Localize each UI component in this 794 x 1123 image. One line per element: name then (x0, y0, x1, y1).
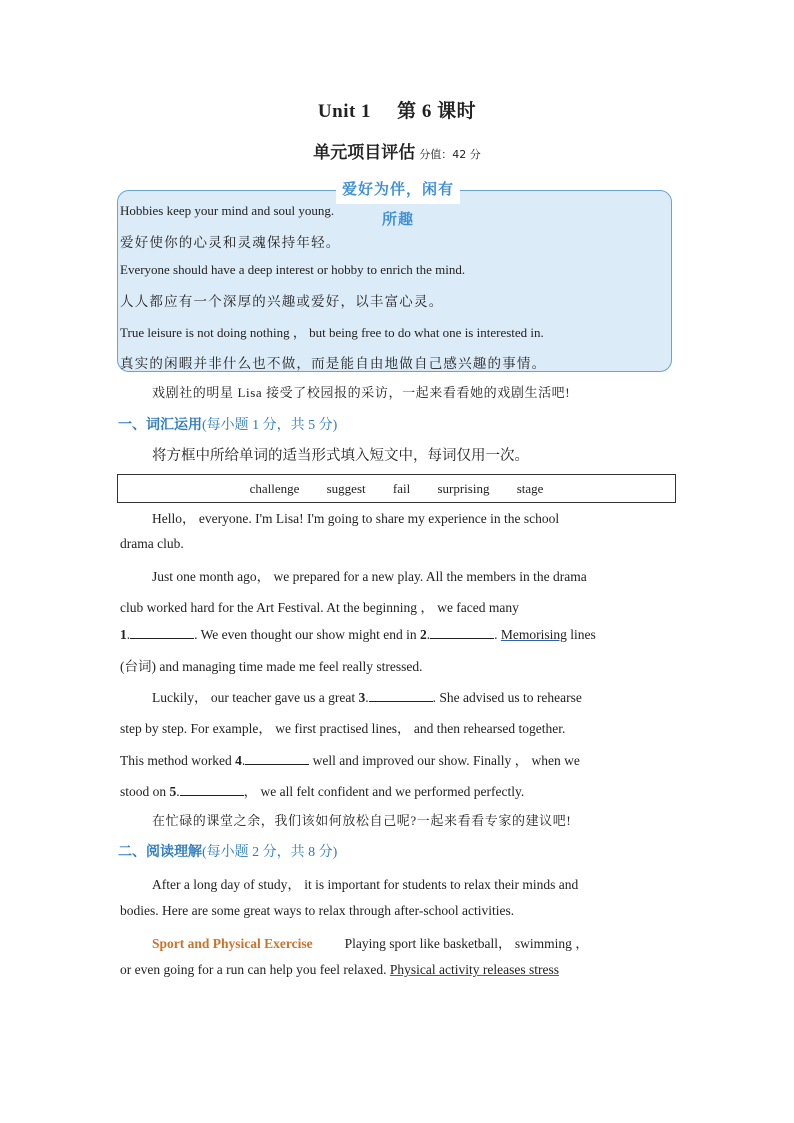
passage1-line: This method worked 4. well and improved our show. Finally ， when we (120, 753, 580, 768)
blank-number: 2 (420, 627, 427, 642)
subtitle-text: 单元项目评估 (313, 143, 416, 163)
blank-number: 5 (169, 784, 177, 799)
intro-text-1: 戏剧社的明星 Lisa 接受了校园报的采访，一起来看看她的戏剧生活吧! (152, 385, 571, 400)
blank-number: 4 (235, 753, 242, 768)
passage1-line: (台词) and managing time made me feel really stressed. (120, 659, 423, 674)
answer-blank-2[interactable] (430, 626, 494, 639)
section-heading-text: 二、阅读理解 (118, 844, 202, 860)
vocab-instruction: 将方框中所给单词的适当形式填入短文中，每词仅用一次。 (152, 448, 529, 464)
passage1-line: Just one month ago， we prepared for a new play. All the members in the drama (152, 569, 587, 584)
section-heading-vocab (118, 414, 337, 434)
section-points: (每小题 2 分，共 8 分) (202, 845, 338, 860)
word-bank-item: surprising (437, 481, 490, 496)
quote-line-cn-2: 人人都应有一个深厚的兴趣或爱好，以丰富心灵。 (120, 294, 444, 309)
passage-subtitle: Sport and Physical Exercise (152, 936, 313, 951)
answer-blank-5[interactable] (180, 783, 244, 796)
passage1-line: step by step. For example， we first practised lines， and then rehearsed together. (120, 721, 566, 736)
quote-line-en-3: True leisure is not doing nothing ， but being free to do what one is interested in. (120, 325, 544, 340)
lesson-label: 第 6 课时 (397, 101, 477, 122)
answer-blank-3[interactable] (369, 689, 433, 702)
page-title (0, 96, 794, 123)
passage1-line: stood on 5. ， we all felt confident and we performed perfectly. (120, 784, 525, 799)
page-subtitle (0, 138, 794, 163)
passage1-line: club worked hard for the Art Festival. At the beginning ， we faced many (120, 600, 519, 615)
passage2-line: or even going for a run can help you feel relaxed. Physical activity releases stress (120, 962, 559, 977)
blank-number: 3 (358, 690, 366, 705)
word-bank-item: stage (516, 481, 544, 496)
quote-line-en-2: Everyone should have a deep interest or hobby to enrich the mind. (120, 262, 466, 277)
answer-blank-4[interactable] (245, 752, 309, 765)
unit-label: Unit 1 (317, 101, 372, 122)
blank-number: 1 (120, 627, 127, 642)
word-bank-item: fail (392, 481, 411, 496)
passage2-line: bodies. Here are some great ways to relax through after-school activities. (120, 903, 515, 918)
quote-box-title: 爱好为伴，闲有所趣 (336, 174, 460, 204)
answer-blank-1[interactable] (130, 626, 194, 639)
intro-text-2: 在忙碌的课堂之余，我们该如何放松自己呢?一起来看看专家的建议吧! (152, 813, 572, 828)
score-label: 分值：42 分 (419, 148, 481, 161)
underlined-word: Memorising (500, 627, 567, 642)
passage1-line: drama club. (120, 536, 184, 551)
quote-line-cn-1: 爱好使你的心灵和灵魂保持年轻。 (120, 235, 341, 250)
word-bank-item: challenge (249, 481, 300, 496)
word-bank-box (117, 474, 676, 503)
passage1-line: Luckily， our teacher gave us a great 3. . She advised us to rehearse (152, 690, 582, 705)
passage1-line: 1. . We even thought our show might end in 2. . Memorising lines (120, 627, 596, 642)
passage2-line: After a long day of study， it is important for students to relax their minds and (152, 877, 579, 892)
passage1-line: Hello， everyone. I'm Lisa! I'm going to share my experience in the school (152, 511, 560, 526)
section-points: (每小题 1 分，共 5 分) (202, 418, 338, 433)
quote-line-cn-3: 真实的闲暇并非什么也不做，而是能自由地做自己感兴趣的事情。 (120, 356, 547, 371)
quote-line-en-1: Hobbies keep your mind and soul young. (120, 203, 335, 218)
word-bank-item: suggest (326, 481, 366, 496)
passage2-line: Sport and Physical Exercise Playing sport like basketball， swimming ， (152, 936, 589, 951)
underlined-phrase: Physical activity releases stress (389, 962, 559, 977)
section-heading-reading (118, 841, 337, 861)
section-heading-text: 一、词汇运用 (118, 417, 202, 433)
